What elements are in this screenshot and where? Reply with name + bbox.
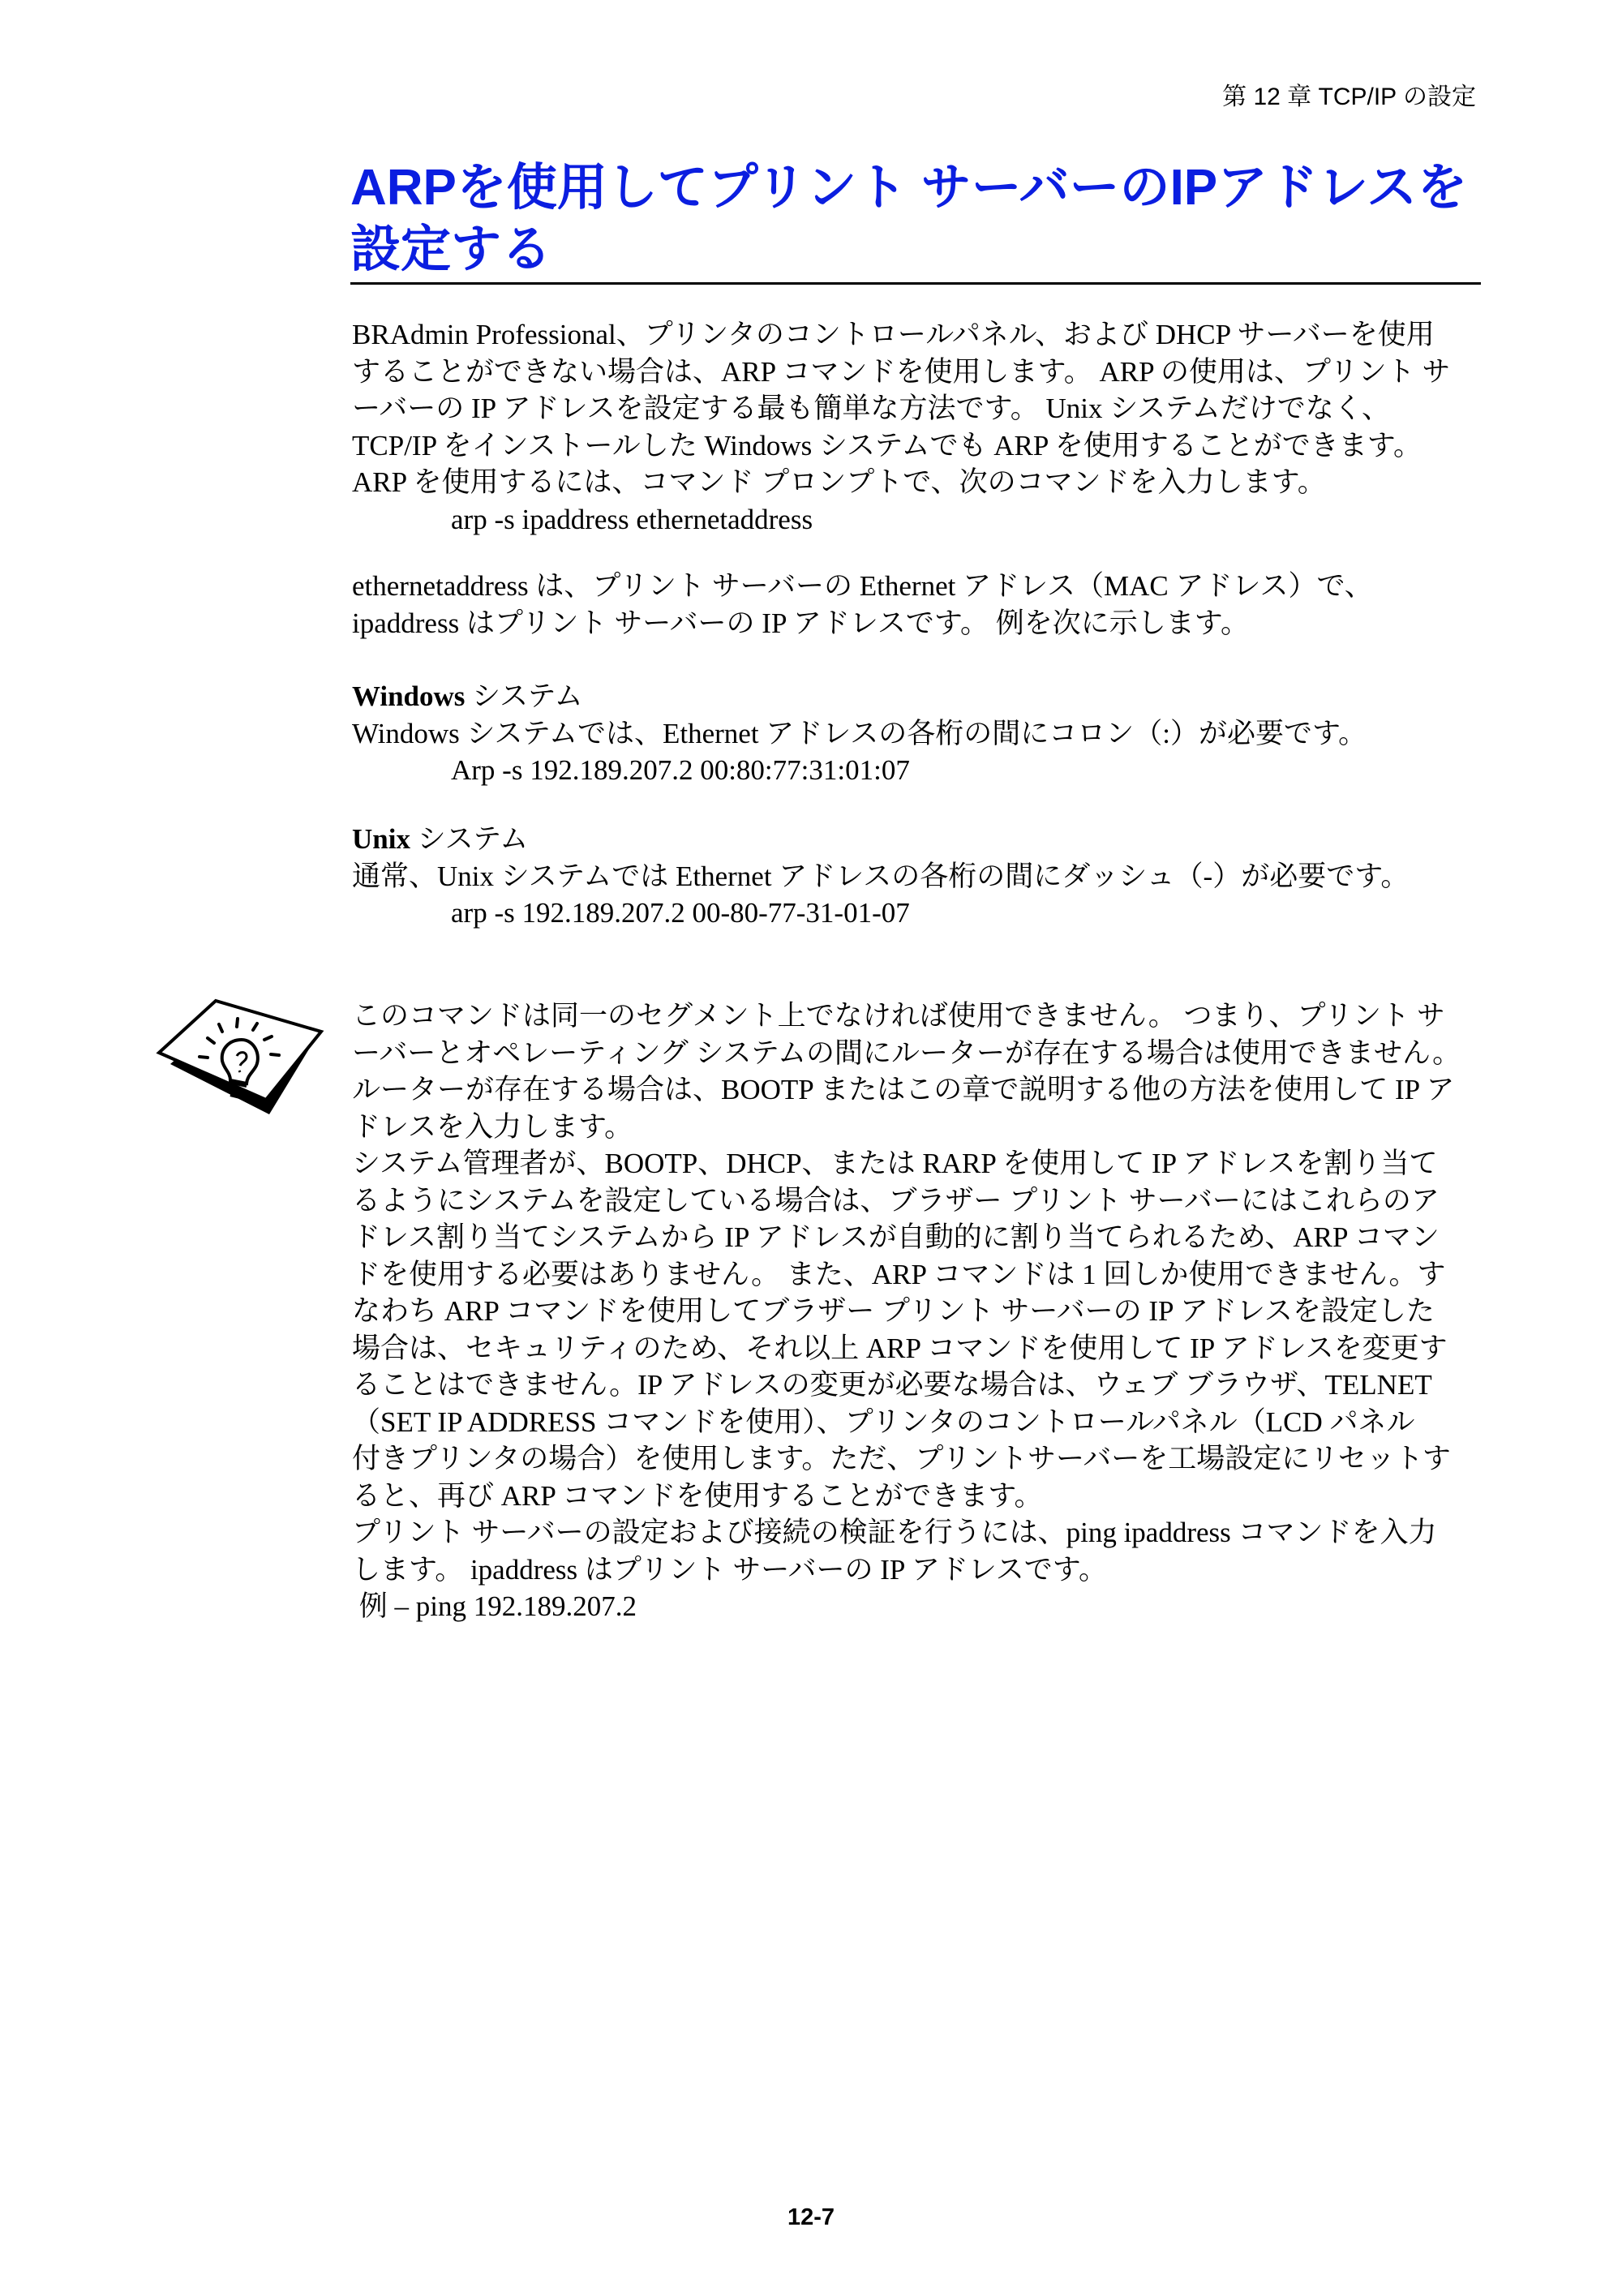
note-section: [352, 998, 1487, 1625]
unix-section: [352, 821, 1487, 932]
intro-line: することができない場合は、ARP コマンドを使用します。 ARP の使用は、プリント サ: [352, 355, 1451, 388]
note-line: （SET IP ADDRESS コマンドを使用）、プリンタのコントロールパネル（LCD パネル: [352, 1405, 1415, 1438]
note-line: ドレス割り当てシステムから IP アドレスが自動的に割り当てられるため、ARP コマン: [352, 1221, 1440, 1253]
windows-section: [352, 678, 1487, 789]
unix-text: 通常、Unix システムでは Ethernet アドレスの各桁の間にダッシュ（-）が必要です。: [352, 860, 1410, 892]
title-text-1: を使用してプリント サーバーの: [456, 160, 1170, 216]
arp-command-syntax: arp -s ipaddress ethernetaddress: [451, 503, 813, 535]
ping-example: 例 – ping 192.189.207.2: [352, 1590, 637, 1622]
note-line: このコマンドは同一のセグメント上でなければ使用できません。 つまり、プリント サ: [352, 1000, 1445, 1032]
intro-line: ーバーの IP アドレスを設定する最も簡単な方法です。 Unix システムだけでなく、: [352, 393, 1391, 424]
intro-line: ARP を使用するには、コマンド プロンプトで、次のコマンドを入力します。: [352, 466, 1326, 498]
title-underline: [350, 282, 1481, 285]
unix-heading: [352, 821, 1487, 858]
lightbulb-note-icon: [156, 991, 328, 1118]
windows-command: Arp -s 192.189.207.2 00:80:77:31:01:07: [451, 754, 910, 786]
title-ip: IP: [1169, 160, 1218, 216]
unix-heading-bold: Unix: [352, 823, 410, 855]
page-number: 12-7: [787, 2204, 835, 2230]
note-line: るようにシステムを設定している場合は、ブラザー プリント サーバーにはこれらのア: [352, 1184, 1440, 1217]
title-arp: ARP: [350, 160, 457, 216]
intro-section: [352, 316, 1487, 538]
note-line: します。 ipaddress はプリント サーバーの IP アドレスです。: [352, 1553, 1107, 1586]
note-line: なわち ARP コマンドを使用してブラザー プリント サーバーの IP アドレスを設定した: [352, 1295, 1435, 1327]
unix-heading-rest: システム: [410, 823, 529, 855]
note-line: 付きプリンタの場合）を使用します。ただ、プリントサーバーを工場設定にリセットす: [352, 1443, 1451, 1474]
note-line: ルーターが存在する場合は、BOOTP またはこの章で説明する他の方法を使用して IP ア: [352, 1074, 1455, 1105]
windows-heading: [352, 678, 1487, 715]
intro-line: TCP/IP をインストールした Windows システムでも ARP を使用することができます。: [352, 429, 1422, 461]
note-line: ドレスを入力します。: [352, 1110, 633, 1143]
explain-section: [352, 568, 1487, 642]
note-line: システム管理者が、BOOTP、DHCP、または RARP を使用して IP アドレスを割り当て: [352, 1148, 1438, 1179]
explain-line: ipaddress はプリント サーバーの IP アドレスです。 例を次に示します。: [352, 607, 1249, 639]
page-title: [350, 157, 1476, 281]
note-line: ーバーとオペレーティング システムの間にルーターが存在する場合は使用できません。: [352, 1036, 1461, 1069]
note-line: プリント サーバーの設定および接続の検証を行うには、ping ipaddress コマンドを入力: [352, 1517, 1437, 1548]
explain-line: ethernetaddress は、プリント サーバーの Ethernet アドレス（MAC アドレス）で、: [352, 570, 1373, 602]
unix-command: arp -s 192.189.207.2 00-80-77-31-01-07: [451, 897, 910, 929]
note-line: 場合は、セキュリティのため、それ以上 ARP コマンドを使用して IP アドレスを変更す: [352, 1332, 1448, 1364]
windows-heading-rest: システム: [465, 680, 583, 712]
chapter-header: 第 12 章 TCP/IP の設定: [1222, 84, 1476, 110]
note-line: ることはできません。IP アドレスの変更が必要な場合は、ウェブ ブラウザ、TELNET: [352, 1369, 1432, 1401]
windows-text: Windows システムでは、Ethernet アドレスの各桁の間にコロン（:）が必要です。: [352, 717, 1367, 749]
note-line: ると、再び ARP コマンドを使用することができます。: [352, 1479, 1043, 1512]
windows-heading-bold: Windows: [352, 680, 466, 712]
title-text-2: アドレスを: [1217, 160, 1468, 216]
intro-line: BRAdmin Professional、プリンタのコントロールパネル、および DHCP サーバーを使用: [352, 319, 1435, 350]
note-line: ドを使用する必要はありません。 また、ARP コマンドは 1 回しか使用できません。す: [352, 1258, 1446, 1290]
title-line-2: 設定する: [350, 221, 552, 277]
